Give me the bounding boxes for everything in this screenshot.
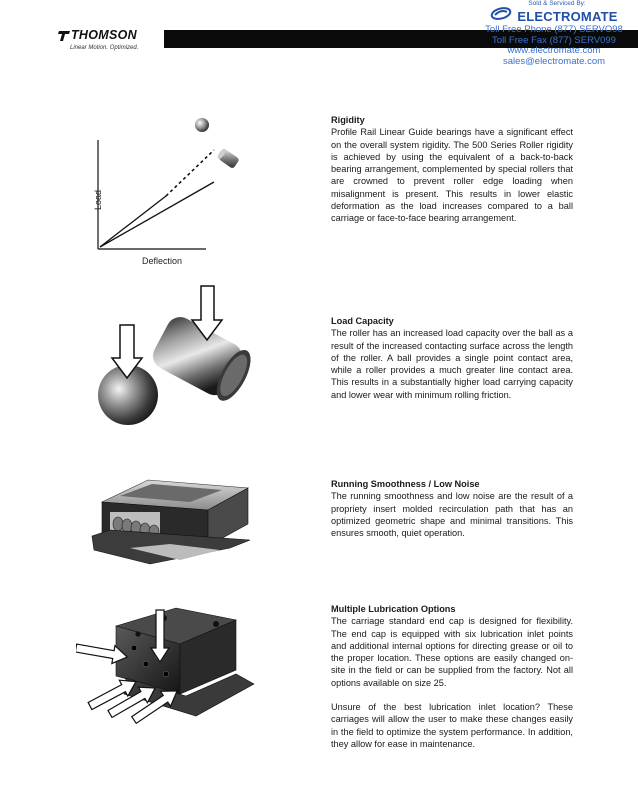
chart-ylabel: Load	[93, 189, 103, 210]
toll-free-fax: Toll Free Fax (877) SERV099	[492, 34, 616, 46]
electromate-logo-icon	[490, 7, 512, 25]
section-paragraph: The running smoothness and low noise are the result of a propriety insert molded recirculation path that has an optimized geometric shape and minimal transitions. This ensures smooth, quiet operation.	[331, 491, 573, 539]
logo-text: THOMSON	[71, 28, 137, 42]
section-title: Load Capacity	[331, 316, 394, 326]
section-title: Running Smoothness / Low Noise	[331, 479, 480, 489]
section-rigidity	[331, 114, 573, 225]
section-paragraph: The carriage standard end cap is designed for flexibility. The end cap is equipped with six lubrication inlet points and additional internal options for directing grease or oil to the proper location. These options are easily changed on-site in the field or can be supplied from the factory. Not all options available on size 25.	[331, 616, 573, 688]
roller-icon	[216, 147, 240, 169]
distributor-name: ELECTROMATE	[517, 8, 618, 24]
email-link[interactable]: sales@electromate.com	[502, 55, 606, 67]
thomson-logo	[58, 28, 158, 51]
roller-line	[100, 182, 214, 247]
rigidity-chart	[86, 112, 256, 272]
section-title: Multiple Lubrication Options	[331, 604, 456, 614]
toll-free-phone[interactable]: Toll Free Phone (877) SERVO98	[485, 24, 623, 35]
ball-icon	[195, 118, 209, 132]
section-title: Rigidity	[331, 115, 365, 125]
website-link[interactable]: www.electromate.com	[507, 45, 601, 56]
distributor-block	[470, 0, 638, 67]
ball-line	[100, 196, 166, 247]
section-lubrication	[331, 603, 573, 750]
section-paragraph: Profile Rail Linear Guide bearings have a significant effect on the overall system rigidity. The 500 Series Roller rigidity is achieved by using the equivalent of a back-to-back bearing arrangement, complemented by special rollers that are crowned to prevent roller edge loading when misalignment is present. This results in lower elastic deformation as the load increases compared to a ball carriage or face-to-face bearing arrangement.	[331, 127, 573, 224]
ball-line-dashed	[166, 150, 214, 196]
sold-by-label: Sold & Serviced By:	[528, 0, 586, 7]
section-running-smoothness	[331, 478, 573, 539]
thomson-mark-icon	[58, 30, 70, 40]
section-paragraph: Unsure of the best lubrication inlet location? These carriages will allow the user to make these changes easily in the field to optimize the system performance. In addition, they allow for ease in maintenance.	[331, 702, 573, 749]
load-capacity-figure	[96, 283, 256, 433]
logo-tagline: Linear Motion. Optimized.	[70, 45, 139, 51]
lubrication-figure	[76, 604, 256, 729]
section-paragraph: The roller has an increased load capacity over the ball as a result of the increased contacting surface across the length of the roller. A ball provides a single point contact area, while a roller provides a much greater line contact area. This results in a substantially higher load carrying capacity and lower wear with minimum rolling friction.	[331, 328, 573, 400]
carriage-cutaway-figure	[90, 474, 250, 569]
section-load-capacity	[331, 315, 573, 401]
chart-xlabel: Deflection	[142, 256, 183, 266]
